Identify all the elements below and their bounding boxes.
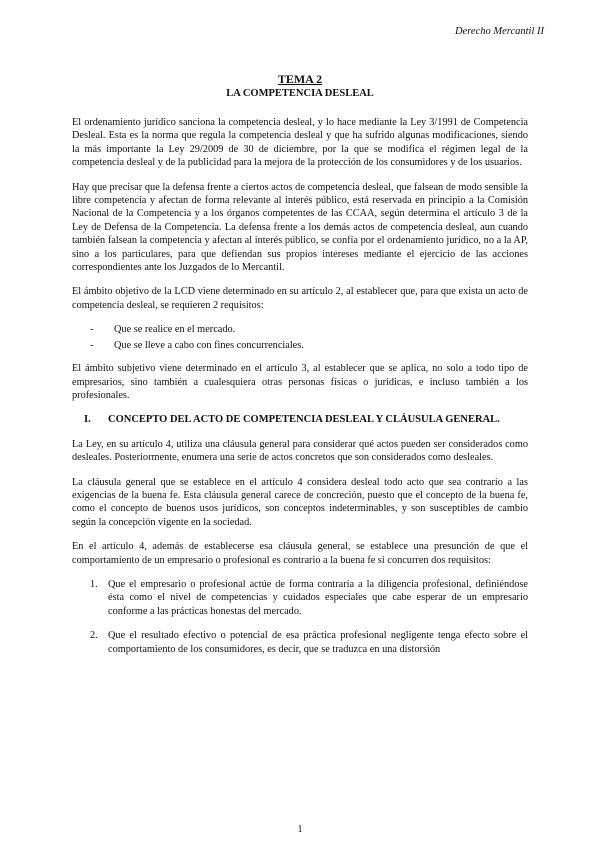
list-number: 2. [90,630,98,642]
intro-paragraph-4: El ámbito subjetivo viene determinado en el artículo 3, al establecer que se aplica, no solo a todo tipo de empresarios, sino también a cualesquiera otras personas físicas o jurídicas, e incluso también a los profesionales. [72,363,528,401]
section-paragraph-1: La Ley, en su artículo 4, utiliza una cláusula general para considerar qué actos pueden ser considerados como desleales. Posteriormente, enumera una serie de actos concretos que son considerados como desleales. [72,438,528,464]
requirements-list [72,323,528,352]
tema-title: TEMA 2 [277,72,323,86]
list-item [90,578,528,618]
section-heading [72,413,528,426]
numbered-list [72,578,528,656]
document-body [72,116,528,667]
intro-paragraph-2: Hay que precisar que la defensa frente a ciertos actos de competencia desleal, que falsean de modo sensible la libre competencia y afectan de forma relevante al interés público, está reservada en principio a la Comisión Nacional de la Competencia y a los órganos competentes de las CCAA, según determina el artículo 3 de la Ley de Defensa de la Competencia. La defensa frente a los demás actos de competencia desleal, aun cuando también falsean la competencia y afectan al interés público, se confía por el ordenamiento jurídico, no a la AP, sino a los particulares, para que defiendan sus propios intereses mediante el ejercicio de las acciones correspondientes ante los Juzgados de lo Mercantil. [72,181,528,274]
intro-paragraph-3: El ámbito objetivo de la LCD viene determinado en su artículo 2, al establecer que, para que exista un acto de competencia desleal, se requieren 2 requisitos: [72,286,528,311]
list-item-text: Que se realice en el mercado. [114,324,236,336]
running-header: Derecho Mercantil II [454,26,544,37]
list-item [90,323,528,336]
page-number: 1 [297,824,303,835]
tema-subtitle: LA COMPETENCIA DESLEAL [226,88,374,99]
intro-paragraph-1: El ordenamiento jurídico sanciona la competencia desleal, y lo hace mediante la Ley 3/1991 de Competencia Desleal. Esta es la norma que regula la competencia desleal y que ha sufrido algunas modificaciones, siendo la más importante la Ley 29/2009 de 30 de diciembre, por la que se modifica el régimen legal de la competencia desleal y de la publicidad para la mejora de la protección de los consumidores y de los usuarios. [72,117,528,169]
title-block [0,72,600,101]
list-item [90,629,528,656]
section-title: CONCEPTO DEL ACTO DE COMPETENCIA DESLEAL Y CLÁUSULA GENERAL. [108,414,500,426]
list-item-text: Que el resultado efectivo o potencial de esa práctica profesional negligente tenga efecto sobre el comportamiento de los consumidores, es decir, que se traduzca en una distorsión [108,630,528,655]
section-paragraph-3: En el artículo 4, además de establecerse esa cláusula general, se establece una presunción de que el comportamiento de un empresario o profesional es contrario a la buena fe si concurren dos requisitos: [72,541,528,566]
dash-bullet: - [90,339,94,351]
list-number: 1. [90,578,98,590]
list-item-text: Que se lleve a cabo con fines concurrenciales. [114,339,304,351]
list-item-text: Que el empresario o profesional actúe de forma contraria a la diligencia profesional, definiéndose ésta como el nivel de competencias y cuidados especiales que cabe esperar de un empresario conforme a las prácticas honestas del mercado. [108,578,528,617]
list-item [90,339,528,352]
dash-bullet: - [90,324,94,336]
section-number: I. [84,414,91,426]
section-paragraph-2: La cláusula general que se establece en el artículo 4 considera desleal todo acto que sea contrario a las exigencias de la buena fe. Esta cláusula general carece de concreción, puesto que el concepto de la buena fe, como el concepto de buenos usos jurídicos, son conceptos indeterminables, y son susceptibles de cambio según la concepción vigente en la sociedad. [72,476,528,528]
